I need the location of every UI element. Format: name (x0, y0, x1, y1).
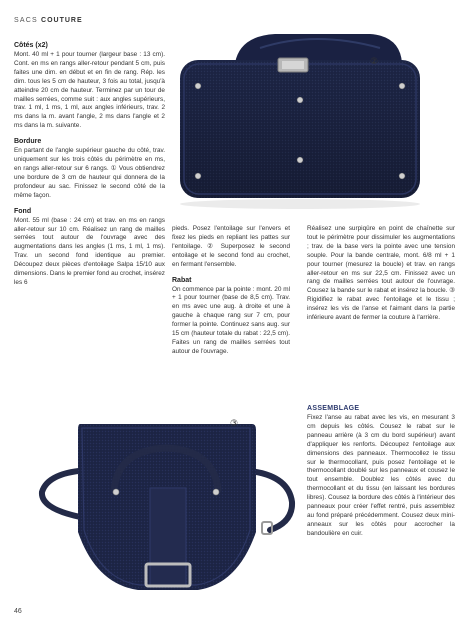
section-heading-bottom: Fond (14, 207, 32, 215)
section-body-feet-cont: pieds. Posez l'entoilage sur l'envers et fixez les pieds en repliant les pattes sur l'entoilage. ② Superposez le second entoilage et le second fond au crochet, en fermant l'ensemble. (172, 225, 290, 268)
handle-screw-left (113, 489, 119, 495)
middle-column (172, 225, 290, 357)
assembly-section (307, 404, 455, 539)
section-body-flap: On commence par la pointe : mont. 20 ml + 1 pour tourner (base de 8,5 cm). Trav. en ms avec une aug. à droite et une à gauche à chaque rang sur 7 cm, pour former la pointe. Continuez sans aug. sur 15 cm (hauteur totale du rabat : 22,5 cm). Faites un rang de mailles serrées tout autour de l'ouvrage. (172, 285, 290, 355)
section-body-border: En partant de l'angle supérieur gauche du côté, trav. uniquement sur les trois côtés du périmètre en ms, en rangs aller-retour sur 6 rangs. ① Vous obtiendrez une bordure de 3 cm de hauteur qui donnera de la profondeur au sac. Finissez le second côté de la même façon. (14, 147, 165, 199)
assembly-heading: ASSEMBLAGE (307, 405, 360, 412)
section-body-flap-cont: Réalisez une surpiqûre en point de chaînette sur tout le périmètre pour dissimuler les augmentations ; trav. de la base vers la pointe avec une tension souple. Pour la bande centrale, mont. 6/8 ml + 1 pour tourner (mesurez la boucle) et trav. en rangs aller-retour en ms sur 22,5 cm. Finissez avec un rang de mailles serrées tout autour de l'ouvrage. Cousez la bande sur le rabat et insérez la boucle. ③ Rigidifiez le rabat avec l'entoilage et le tissu ; insérez les vis de l'anse et l'aimant dans la partie inférieure avant de fermer la couture à l'arrière. (307, 225, 455, 322)
section-body-sides: Mont. 40 ml + 1 pour tourner (largeur base : 13 cm). Cont. en ms en rangs aller-retour pendant 5 cm, puis faites une dim. en début et en fin de rang. Rép. les dim. tous les 5 cm de hauteur, 3 fois au total, jusqu'à atteindre 20 cm de hauteur. Terminez par un tour de mailles serrées, comme suit : aux angles supérieurs, trav. 1 ml, 1 ms, 1 ml, aux angles inférieurs, trav. 2 ms dans la m. avant l'angle, 2 ms dans l'angle et 2 ms dans la m. suivante. (14, 51, 165, 130)
left-column (14, 41, 165, 288)
photo-number-2: ② (370, 57, 379, 67)
right-column (307, 225, 455, 323)
bag-bottom-photo (170, 28, 460, 216)
section-heading-border: Bordure (14, 138, 42, 146)
running-header (14, 17, 83, 24)
bag-bottom-illustration (170, 28, 460, 216)
photo-number-3: ③ (230, 419, 239, 429)
flap-illustration (38, 412, 300, 598)
header-section: SACS (14, 17, 38, 24)
page-number: 46 (14, 608, 22, 615)
header-category: COUTURE (41, 17, 83, 24)
section-body-bottom: Mont. 55 ml (base : 24 cm) et trav. en ms en rangs aller-retour sur 10 cm. Réalisez un rang de mailles serrées tout autour de l'ouvrage avec des augmentations dans les angles (1 ms, 1 ml, 1 ms). Trav. un second fond identique au premier. Découpez deux pièces d'entoilage Salpa 15/10 aux dimensions. Dans le premier fond au crochet, insérez les 6 (14, 216, 165, 286)
section-heading-flap: Rabat (172, 276, 192, 284)
flap-photo (38, 412, 300, 598)
assembly-body: Fixez l'anse au rabat avec les vis, en mesurant 3 cm depuis les côtés. Cousez le rabat sur le panneau arrière (à 3 cm du bord supérieur) avant d'appliquer les renforts. Découpez l'entoilage aux dimensions des panneaux. Thermocollez le tissu sur le thermocollant, puis posez l'entoilage et le thermocollant doublé sur les panneaux et cousez le tout ensemble. Doublez les côtés avec du thermocollant et du tissu (en laissant les bordures libres). Cousez la bordure des côtés à l'intérieur des panneaux pour créer l'effet rentré, puis assemblez au fond préparé précédemment. Cousez deux mini-anneaux sur les côtés pour accrocher la bandoulière en cuir. (307, 414, 455, 537)
central-band (150, 488, 186, 586)
section-heading-sides: Côtés (x2) (14, 42, 48, 49)
handle-screw-right (213, 489, 219, 495)
